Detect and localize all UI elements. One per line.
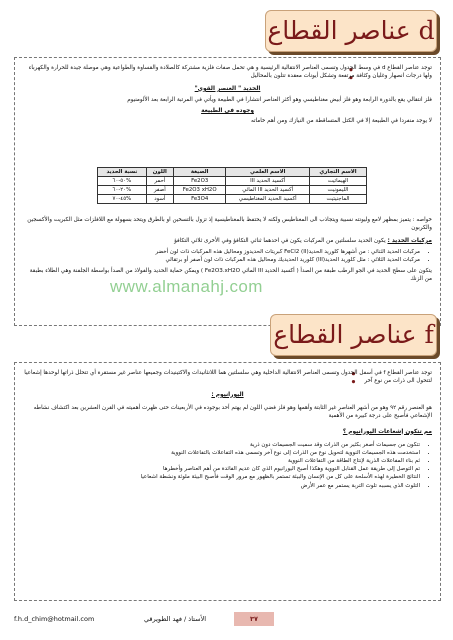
list-item: • تتكون من جسيمات أصغر بكثير من الذرات وقد سميت الجسيمات دون ذرية [23,441,420,449]
iron-description: فلز انتقالي يقع بالدورة الرابعة وهو فلز أبيض مغناطيسي وهو أكثر العناصر انتشارا في الطبيعة ويأتي في المرتبة الرابعة بعد الألومنيوم [127,96,432,103]
table-row [98,195,367,204]
table-header: الاسم التجاري [309,168,366,177]
table-cell: أكسيد الحديد III [226,177,310,186]
uranium-text: هو العنصر رقم ٩٢ وهو من أشهر العناصر غير الثابتة وأهمها وهو فلز فضي اللون لم يهتم أحد بوجوده في الأربعينات حتى ظهرت أهميته في القرن العشرين بعد اكتشاف نشاطه الإشعاعي فأصبح على درجة كبيرة من الأهمية [33,404,432,420]
table-cell: %٤٥-٧٠ [98,195,147,204]
footer-author: الأستاذ / فهد الطويرقي [144,615,207,623]
list-item: • التلوث الذي يسببه تلوث التربة يستمر مع عمر الأرض [23,482,420,490]
footer-email: f.h.d_chim@hotmail.com [14,615,95,623]
table-header: الصيغة [173,168,226,177]
radiation-heading: مم تتكون إشعاعات اليورانيوم ؟ [342,428,432,435]
section-f-title: عناصر القطاع f : [270,314,437,356]
section-d-intro: توجد عناصر القطاع d في وسط الجدول وتسمى العناصر الانتقالية الرئيسية و هي تحمل صفات فلزية مشتركة كالصلادة والقساوة والطواعية وهي موصلة جيدة للحرارة والكهرباء ولها درجات انصهار وغليان وكثافة مرتفعة وتشكل أيونات معقدة تتلون بالمحاليل [28,65,432,80]
table-cell: الماجنيتيت [309,195,366,204]
section-f-intro: توجد عناصر القطاع f في أسفل الجدول وتسمى العناصر الانتقالية الداخلية وهي سلسلتين هما اللانثانيدات والاكتينيدات وجميعها عناصر غير مستقرة أي تتحلل ذراتها لوحدها إشعاعيا لتتحول الى ذرات من نوع آخر [24,370,432,385]
uranium-heading: اليورانيوم : [211,391,244,398]
watermark: www.almanahj.com [110,277,263,296]
iron-heading: الحديد " العنصر القوي" [194,85,261,92]
iron-properties: خواصه : يتميز بمظهر لامع وليونته نسبية ويتجاذب الى المغناطيس ولكنه لا يحتفظ بالمغناطيسية إذ تزول بالتسخين او بالطرق ويتحد بسهولة مع اللافلزات مثل الكبريت والأكسجين والكربون [27,217,432,232]
table-header: الاسم العلمي [226,168,310,177]
table-cell: أحمر [146,177,173,186]
table-header: اللون [146,168,173,177]
list-item: • تم التوصل إلى طريقة عمل القنابل النووية وهكذا أصبح اليورانيوم الذي كان عديم الفائدة من أهم العناصر وأخطرها [23,465,420,473]
list-item: • النتائج الخطيرة لهذه الأسلحة على كل من الإنسان والبيئة تستمر بالظهور مع مرور الوقت فأصبح البيئة ملوثة ونشطة اشعاعيا [23,473,420,481]
list-item: • ثم بناء المفاعلات الذرية لإنتاج الطاقة من التفاعلات النووية [23,457,420,465]
table-row [98,177,367,186]
section-f-box [14,362,441,601]
table-cell: Fe2O3 [173,177,226,186]
section-d-title: عناصر القطاع d : [265,10,437,52]
table-cell: أكسيد الحديد المغناطيسي [226,195,310,204]
table-cell: أكسيد الحديد III المائي [226,186,310,195]
table-cell: أصفر [146,186,173,195]
table-cell: %٢٠-٦٠ [98,186,147,195]
table-cell: الهيماتيت [309,177,366,186]
list-item: • استخدمت هذه الجسيمات النووية لتحويل نوع من الذرات إلى نوع آخر وتسمى هذه التفاعلات بالتفاعلات النووية [23,449,420,457]
nature-text: لا يوجد منفردا في الطبيعة إلا في الكتل المتساقطة من النيازك ومن أهم خاماته [250,118,432,125]
table-cell: أسود [146,195,173,204]
page-footer [14,612,439,626]
list-item: • مركبات الحديد الثنائي : من أشهرها كلوريد الحديد(II) FeCl2 كبريتات الحديدوز ومحاليل هذه المركبات ذات لون أخضر [23,248,420,256]
table-row [98,186,367,195]
rust-protection-text: يتكون على سطح الحديد في الجو الرطب طبقة من الصدأ ( أكسيد الحديد III المائي Fe2O3.xH2O ) ويمكن حماية الحديد والفولاذ من الصدأ بواسطة الجلفنة وهي الطلاء بطبقة من الزنك [29,267,432,283]
ore-table [97,167,367,204]
table-cell: Fe2O3 xH2O [173,186,226,195]
table-cell: الليمونيت [309,186,366,195]
page-number: ٣٧ [234,612,274,626]
table-cell: Fe3O4 [173,195,226,204]
nature-heading: وجوده في الطبيعة [201,108,254,115]
compounds-heading: مركبات الحديد : [387,237,432,244]
list-item: • مركبات الحديد الثلاثي : مثل كلوريد الحديد(III) كلوريد الحديديك ومحاليل هذه المركبات ذات لون أصفر أو برتقالي [23,256,420,264]
table-header: نسبة الحديد [98,168,147,177]
compounds-text: يكون الحديد سلسلتين من المركبات يكون في احدهما ثنائي التكافؤ وفي الأخرى ثلاثي التكافؤ [174,237,386,244]
table-cell: %٥٠-٦٠ [98,177,147,186]
